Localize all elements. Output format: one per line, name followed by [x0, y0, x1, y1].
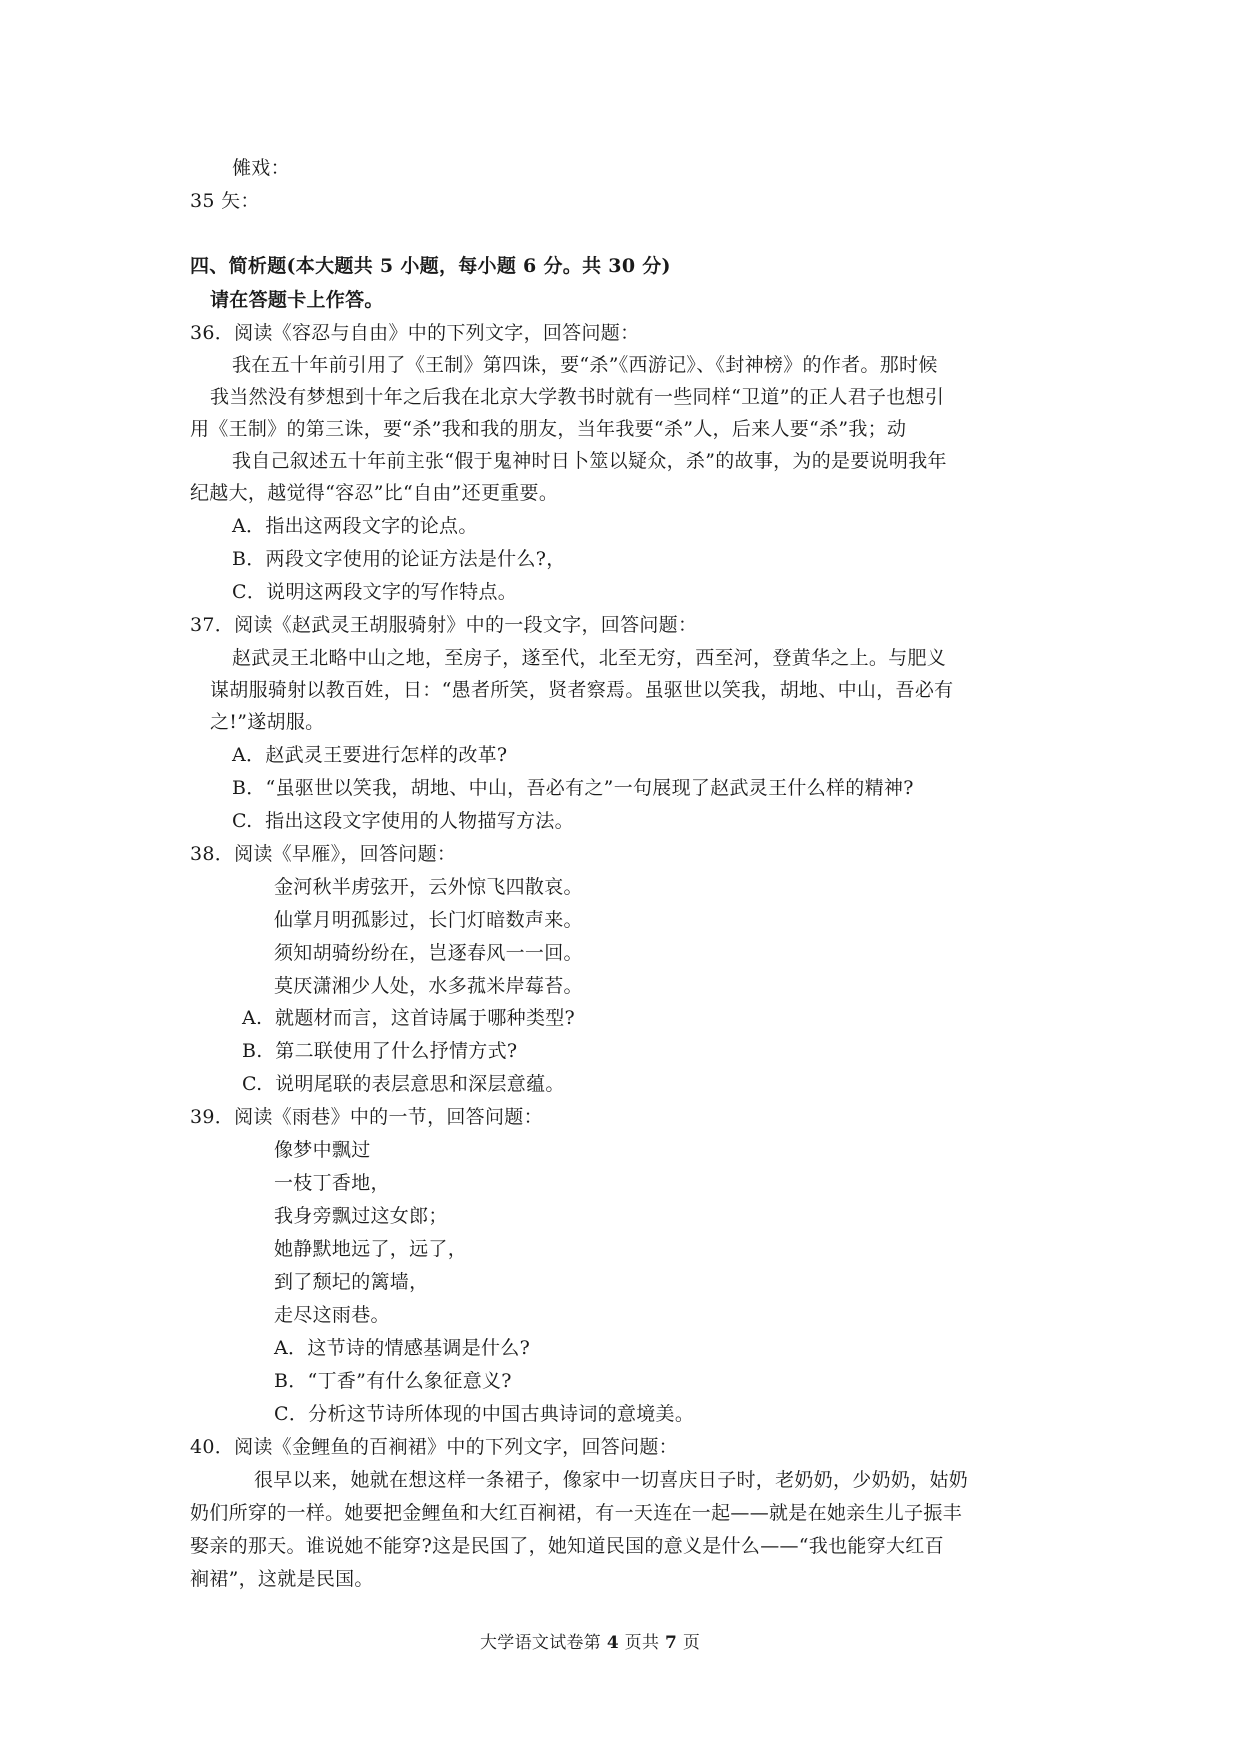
q38-poem-line: 须知胡骑纷纷在，岂逐春风一一回。	[274, 942, 583, 964]
q39-sub-c: C．分析这节诗所体现的中国古典诗词的意境美。	[274, 1403, 695, 1425]
q39-poem-line: 我身旁飘过这女郎；	[274, 1205, 448, 1227]
q35-label: 35 矢：	[190, 190, 260, 212]
q37-passage-line: 谋胡服骑射以教百姓，日：“愚者所笑，贤者察焉。虽驱世以笑我，胡地、中山，吾必有	[210, 679, 954, 701]
q37-sub-a: A．赵武灵王要进行怎样的改革?	[232, 744, 508, 766]
q38-poem-line: 莫厌潇湘少人处，水多菰米岸莓苔。	[274, 975, 583, 997]
footer-middle: 页共	[618, 1633, 665, 1653]
q39-sub-a: A．这节诗的情感基调是什么?	[274, 1337, 531, 1359]
q36-passage-line: 用《王制》的第三诛，要“杀”我和我的朋友，当年我要“杀”人，后来人要“杀”我；动	[190, 418, 907, 440]
q36-passage-line: 我当然没有梦想到十年之后我在北京大学教书时就有一些同样“卫道”的正人君子也想引	[210, 386, 945, 408]
q37-passage-line: 之!”遂胡服。	[210, 711, 325, 733]
q39-poem-line: 像梦中飘过	[274, 1139, 371, 1161]
page-footer	[480, 1630, 700, 1656]
q36-sub-b: B．两段文字使用的论证方法是什么?，	[232, 548, 566, 570]
q36-prompt: 36．阅读《容忍与自由》中的下列文字，回答问题：	[190, 322, 640, 344]
section-instruction: 请在答题卡上作答。	[210, 289, 384, 311]
q38-poem-line: 仙掌月明孤影过，长门灯暗数声来。	[274, 909, 583, 931]
q39-prompt: 39．阅读《雨巷》中的一节，回答问题：	[190, 1106, 543, 1128]
q36-passage-line: 我在五十年前引用了《王制》第四诛，要“杀”《西游记》、《封神榜》的作者。那时候	[232, 354, 938, 376]
q39-sub-b: B．“丁香”有什么象征意义?	[274, 1370, 512, 1392]
q36-passage-line: 纪越大，越觉得“容忍”比“自由”还更重要。	[190, 482, 559, 504]
q39-poem-line: 到了颓圮的篱墙，	[274, 1271, 429, 1293]
q40-passage-line: 娶亲的那天。谁说她不能穿?这是民国了，她知道民国的意义是什么——“我也能穿大红百	[190, 1535, 944, 1557]
footer-suffix: 页	[677, 1633, 701, 1653]
q37-prompt: 37．阅读《赵武灵王胡服骑射》中的一段文字，回答问题：	[190, 614, 698, 636]
q37-sub-c: C. 指出这段文字使用的人物描写方法。	[232, 810, 574, 832]
q40-passage-line: 奶们所穿的一样。她要把金鲤鱼和大红百裥裙，有一天连在一起——就是在她亲生儿子振丰	[190, 1502, 963, 1524]
q37-passage-line: 赵武灵王北略中山之地，至房子，遂至代，北至无穷，西至河，登黄华之上。与肥义	[232, 647, 947, 669]
q36-sub-a: A．指出这两段文字的论点。	[232, 515, 478, 537]
footer-page-number: 4	[606, 1633, 619, 1653]
q39-poem-line: 一枝丁香地，	[274, 1172, 390, 1194]
q40-prompt: 40．阅读《金鲤鱼的百裥裙》中的下列文字，回答问题：	[190, 1436, 678, 1458]
nuoxi-label: 傩戏：	[232, 157, 290, 179]
q36-passage-line: 我自己叙述五十年前主张“假于鬼神时日卜筮以疑众，杀”的故事，为的是要说明我年	[232, 450, 947, 472]
footer-total-pages: 7	[664, 1633, 678, 1653]
q38-poem-line: 金河秋半虏弦开，云外惊飞四散哀。	[274, 876, 583, 898]
q37-sub-b: B．“虽驱世以笑我，胡地、中山，吾必有之”一句展现了赵武灵王什么样的精神?	[232, 777, 914, 799]
q36-sub-c: C．说明这两段文字的写作特点。	[232, 581, 518, 603]
q40-passage-line: 裥裙”，这就是民国。	[190, 1568, 374, 1590]
section-title: 四、简析题(本大题共 5 小题，每小题 6 分。共 30 分)	[190, 255, 671, 277]
q38-sub-a: A. 就题材而言，这首诗属于哪种类型?	[242, 1007, 576, 1029]
q38-prompt: 38．阅读《早雁》，回答问题：	[190, 843, 457, 865]
footer-prefix: 大学语文试卷第	[480, 1633, 607, 1653]
q38-sub-c: C. 说明尾联的表层意思和深层意蕴。	[242, 1073, 565, 1095]
q39-poem-line: 走尽这雨巷。	[274, 1304, 390, 1326]
q39-poem-line: 她静默地远了，远了，	[274, 1238, 468, 1260]
q38-sub-b: B. 第二联使用了什么抒情方式?	[242, 1040, 518, 1062]
q40-passage-line: 很早以来，她就在想这样一条裙子，像家中一切喜庆日子时，老奶奶，少奶奶，姑奶	[254, 1469, 969, 1491]
